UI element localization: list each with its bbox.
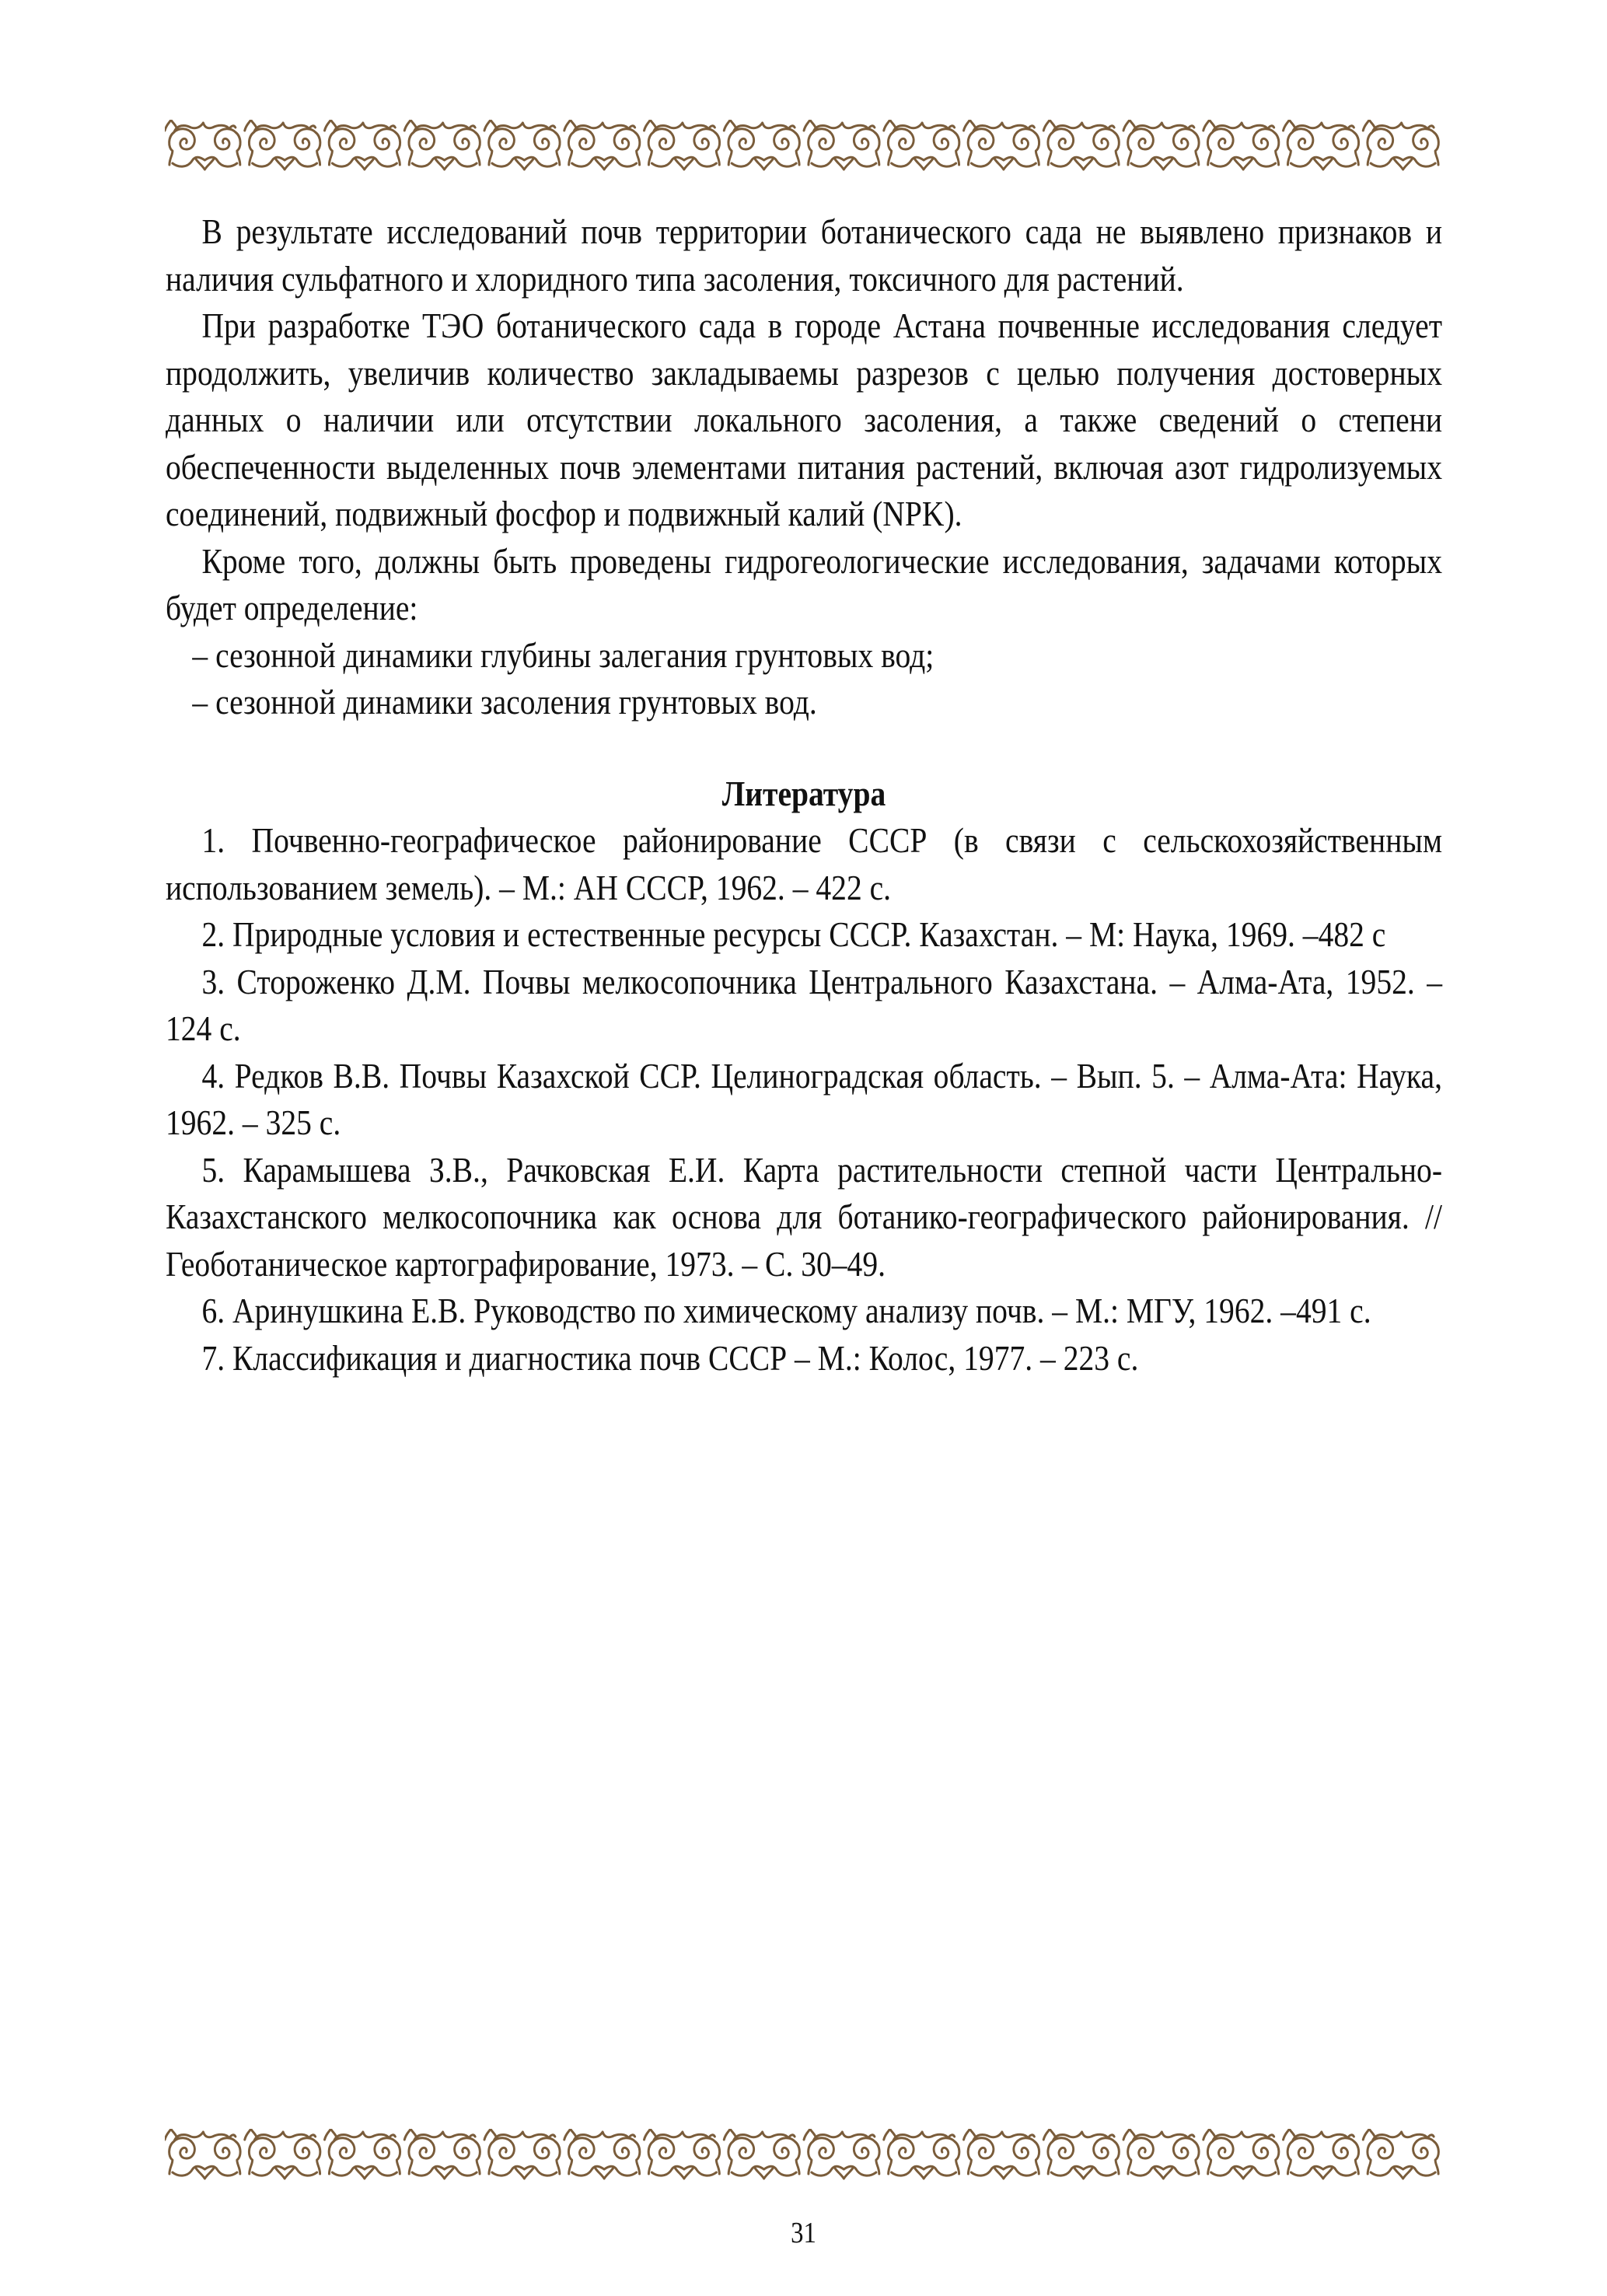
ornament-stroke [534,129,560,165]
ornament-stroke [572,2166,637,2175]
ornament-stroke [574,2132,635,2141]
reference-item: 7. Классификация и диагностика почв СССР – М.: Колос, 1977. – 223 с. [201,1337,1139,1378]
ornament-stroke [494,123,555,132]
ornament-stroke [968,129,994,165]
ornament-motif [165,120,240,169]
ornament-motif [884,120,959,169]
ornament-stroke [813,2132,875,2141]
ornament-motif [884,2129,959,2179]
ornament-stroke [1213,2132,1274,2141]
ornament-stroke [971,157,1036,166]
ornament-stroke [1211,157,1276,166]
ornament-stroke [489,129,515,165]
ornament-stroke [1368,129,1393,165]
ornament-stroke [809,129,834,165]
references-heading: Литература [721,773,886,813]
ornament-stroke [893,123,955,132]
ornament-stroke [414,123,475,132]
ornament-stroke [653,123,714,132]
ornament-stroke [648,129,674,165]
ornament-stroke [1413,2138,1439,2174]
ornament-stroke [492,2166,557,2175]
ornament-stroke [653,2132,714,2141]
ornament-stroke [215,129,240,165]
ornament-stroke [173,157,237,166]
body-paragraph-3: Кроме того, должны быть проведены гидрогеологические исследования, задачами которых будет определение: [166,540,1442,627]
reference-item: 1. Почвенно-географическое районирование СССР (в связи с сельскохозяйственным использованием земель). – М.: АН СССР, 1962. – 422 с. [166,820,1442,907]
ornament-motif [1363,2129,1438,2179]
ornament-stroke [1133,2132,1194,2141]
ornament-stroke [888,2138,914,2174]
ornament-stroke [173,2166,237,2175]
ornament-stroke [1333,129,1359,165]
ornament-stroke [174,2132,236,2141]
ornament-stroke [254,123,316,132]
ornament-stroke [728,2138,754,2174]
ornament-motif [165,2129,240,2179]
ornament-motif [724,2129,799,2179]
ornament-motif [1043,2129,1119,2179]
ornament-stroke [329,129,355,165]
ornament-stroke [1048,2138,1074,2174]
ornament-stroke [728,129,754,165]
ornament-motif [1204,2129,1279,2179]
ornament-stroke [1253,2138,1279,2174]
ornament-stroke [1213,123,1274,132]
ornament-stroke [568,2138,594,2174]
ornament-stroke [1287,129,1313,165]
ornament-stroke [1173,2138,1199,2174]
ornament-motif [1204,120,1279,169]
ornament-stroke [249,129,274,165]
ornament-stroke [648,2138,674,2174]
ornament-motif [564,2129,640,2179]
ornament-stroke [652,157,716,166]
ornament-stroke [854,2138,879,2174]
ornament-stroke [249,2138,274,2174]
ornament-stroke [455,129,480,165]
ornament-stroke [412,157,477,166]
ornament-motif [1284,2129,1359,2179]
ornament-stroke [169,2138,195,2174]
ornament-stroke [329,2138,355,2174]
ornament-stroke [1053,2132,1114,2141]
ornament-stroke [652,2166,716,2175]
ornament-stroke [812,2166,876,2175]
ornament-stroke [732,157,796,166]
ornament-stroke [215,2138,240,2174]
ornament-stroke [694,2138,720,2174]
body-paragraph-2: При разработке ТЭО ботанического сада в городе Астана почвенные исследования следует продолжить, увеличив количество закладываемы разрезов с целью получения достоверных данных о наличии или отсутствии локального засоления, а также сведений о степени обеспеченности выделенных почв элементами питания растений, включая азот гидролизуемых соединений, подвижный фосфор и подвижный калий (NPK). [166,306,1442,533]
ornament-stroke [934,129,959,165]
list-item: – сезонной динамики засоления грунтовых вод. [192,682,817,722]
ornament-motif [964,120,1039,169]
ornament-stroke [1368,2138,1393,2174]
ornament-stroke [412,2166,477,2175]
ornament-stroke [1207,2138,1233,2174]
ornament-stroke [253,2166,317,2175]
ornament-stroke [494,2132,555,2141]
reference-item: 2. Природные условия и естественные ресурсы СССР. Казахстан. – М: Наука, 1969. –482 с [201,914,1386,954]
ornament-motif [804,2129,879,2179]
ornament-motif [404,120,480,169]
reference-item: 3. Стороженко Д.М. Почвы мелкосопочника Центрального Казахстана. – Алма-Ата, 1952. – 124 с. [166,961,1442,1048]
ornament-svg [165,2129,1443,2180]
ornament-motif [1284,120,1359,169]
ornament-stroke [568,129,594,165]
ornament-motif [484,120,560,169]
reference-item: 6. Аринушкина Е.В. Руководство по химическому анализу почв. – М.: МГУ, 1962. –491 с. [201,1291,1371,1330]
page-number: 31 [791,2217,816,2249]
ornament-stroke [614,129,640,165]
ornament-stroke [1333,2138,1359,2174]
ornament-motif [325,2129,400,2179]
ornament-stroke [574,123,635,132]
ornament-stroke [854,129,879,165]
ornament-stroke [1051,157,1116,166]
ornament-motif [1123,120,1199,169]
ornament-stroke [809,2138,834,2174]
ornament-stroke [1372,123,1434,132]
ornament-stroke [375,2138,400,2174]
ornament-stroke [1133,123,1194,132]
ornament-stroke [332,157,397,166]
ornament-stroke [1292,123,1354,132]
ornament-stroke [295,129,320,165]
ornament-motif [245,2129,320,2179]
ornament-stroke [1372,2132,1434,2141]
ornament-stroke [492,157,557,166]
ornament-motif [1043,120,1119,169]
ornament-stroke [334,2132,395,2141]
ornament-stroke [1211,2166,1276,2175]
ornament-stroke [971,2166,1036,2175]
ornament-stroke [968,2138,994,2174]
ornament-motif [1123,2129,1199,2179]
ornament-border-bottom-icon [165,2129,1443,2180]
ornament-stroke [733,2132,795,2141]
ornament-stroke [1094,129,1120,165]
ornament-stroke [1014,129,1039,165]
body-paragraph-1: В результате исследований почв территории ботанического сада не выявлено признаков и наличия сульфатного и хлоридного типа засоления, токсичного для растений. [166,211,1442,299]
ornament-motif [325,120,400,169]
ornament-motif [804,120,879,169]
ornament-stroke [254,2132,316,2141]
ornament-motif [404,2129,480,2179]
ornament-stroke [1292,2132,1354,2141]
ornament-stroke [614,2138,640,2174]
ornament-stroke [1287,2138,1313,2174]
ornament-stroke [1131,2166,1196,2175]
ornament-motif [564,120,640,169]
ornament-stroke [169,129,195,165]
ornament-stroke [1291,2166,1355,2175]
ornament-stroke [489,2138,515,2174]
ornament-stroke [694,129,720,165]
ornament-stroke [813,123,875,132]
ornament-stroke [1371,2166,1435,2175]
ornament-stroke [934,2138,959,2174]
ornament-stroke [409,2138,435,2174]
ornament-stroke [1053,123,1114,132]
ornament-stroke [732,2166,796,2175]
ornament-stroke [572,157,637,166]
ornament-stroke [1207,129,1233,165]
ornament-motif [645,120,720,169]
ornament-stroke [174,123,236,132]
ornament-stroke [332,2166,397,2175]
ornament-stroke [1291,157,1355,166]
ornament-stroke [1051,2166,1116,2175]
ornament-stroke [534,2138,560,2174]
ornament-svg [165,120,1443,171]
list-item: – сезонной динамики глубины залегания грунтовых вод; [192,634,935,675]
ornament-stroke [455,2138,480,2174]
ornament-stroke [973,123,1034,132]
page-content [166,208,1442,1382]
reference-item: 5. Карамышева З.В., Рачковская Е.И. Карта растительности степной части Центрально-Казахстанского мелкосопочника как основа для ботанико-географического районирования. // Геоботаническое картографирование, 1973. – С. 30–49. [166,1149,1442,1284]
ornament-stroke [1131,157,1196,166]
ornament-stroke [414,2132,475,2141]
ornament-motif [484,2129,560,2179]
ornament-stroke [774,129,800,165]
ornament-stroke [973,2132,1034,2141]
ornament-stroke [1413,129,1439,165]
ornament-stroke [1371,157,1435,166]
ornament-stroke [253,157,317,166]
ornament-stroke [1128,129,1154,165]
ornament-stroke [892,157,956,166]
ornament-stroke [888,129,914,165]
reference-item: 4. Редков В.В. Почвы Казахской ССР. Целиноградская область. – Вып. 5. – Алма-Ата: Наука, 1962. – 325 с. [166,1055,1442,1142]
ornament-stroke [1173,129,1199,165]
ornament-stroke [409,129,435,165]
ornament-stroke [733,123,795,132]
ornament-motif [245,120,320,169]
ornament-stroke [892,2166,956,2175]
ornament-stroke [334,123,395,132]
ornament-stroke [812,157,876,166]
ornament-stroke [774,2138,800,2174]
ornament-stroke [375,129,400,165]
ornament-motif [724,120,799,169]
ornament-stroke [1128,2138,1154,2174]
ornament-stroke [893,2132,955,2141]
ornament-motif [1363,120,1438,169]
ornament-motif [964,2129,1039,2179]
ornament-stroke [1094,2138,1120,2174]
ornament-border-top-icon [165,120,1443,171]
ornament-stroke [1253,129,1279,165]
ornament-stroke [1048,129,1074,165]
ornament-stroke [295,2138,320,2174]
ornament-motif [645,2129,720,2179]
ornament-stroke [1014,2138,1039,2174]
